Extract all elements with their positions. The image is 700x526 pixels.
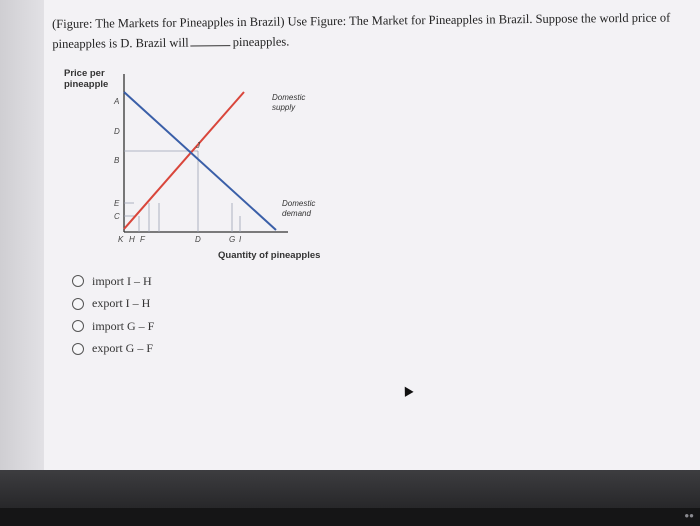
radio-button[interactable] [72,320,84,332]
option-label: import G – F [92,318,155,333]
market-graph [56,64,346,264]
question-tail: pineapples. [232,34,290,50]
option-label: export G – F [92,341,153,356]
taskbar [0,508,700,526]
radio-button[interactable] [72,298,84,310]
y-tick-a: A [114,97,120,106]
y-axis-title-line1: Price per [64,68,105,79]
tray-icons: ●● [684,511,694,520]
option-import-i-h[interactable] [72,270,154,293]
question-stem: pineapples is D. Brazil will [52,35,189,51]
answer-blank [191,34,231,46]
x-tick-k: K [118,235,124,244]
domestic-supply-line [124,92,244,229]
option-label: export I – H [92,296,151,311]
question-line-1: (Figure: The Markets for Pineapples in Brazil) Use Figure: The Market for Pineapples in Brazil. Suppose the world price of [52,10,671,31]
y-tick-e: E [114,199,120,208]
x-tick-g: G [229,235,236,244]
demand-label-line1: Domestic [282,199,316,208]
left-margin [0,0,44,470]
option-export-i-h[interactable] [72,293,154,316]
answer-options [72,270,154,360]
demand-label-line2: demand [282,209,311,218]
x-tick-f: F [140,235,145,244]
supply-label-line1: Domestic [272,93,306,102]
radio-button[interactable] [72,275,84,287]
equilibrium-label-j: J [196,141,200,150]
domestic-demand-line [124,92,276,230]
y-tick-c: C [114,212,120,221]
option-export-g-f[interactable] [72,338,154,361]
x-tick-d: D [195,235,201,244]
y-axis-title-line2: pineapple [64,79,109,90]
x-axis-title: Quantity of pineapples [218,250,321,261]
radio-button[interactable] [72,343,84,355]
supply-label-line2: supply [272,103,296,112]
x-tick-h: H [129,235,135,244]
y-tick-b: B [114,156,120,165]
system-tray [684,511,694,520]
option-import-g-f[interactable] [72,315,154,338]
y-tick-d: D [114,127,120,136]
question-text [52,7,692,54]
option-label: import I – H [92,273,152,288]
x-tick-i: I [239,235,242,244]
